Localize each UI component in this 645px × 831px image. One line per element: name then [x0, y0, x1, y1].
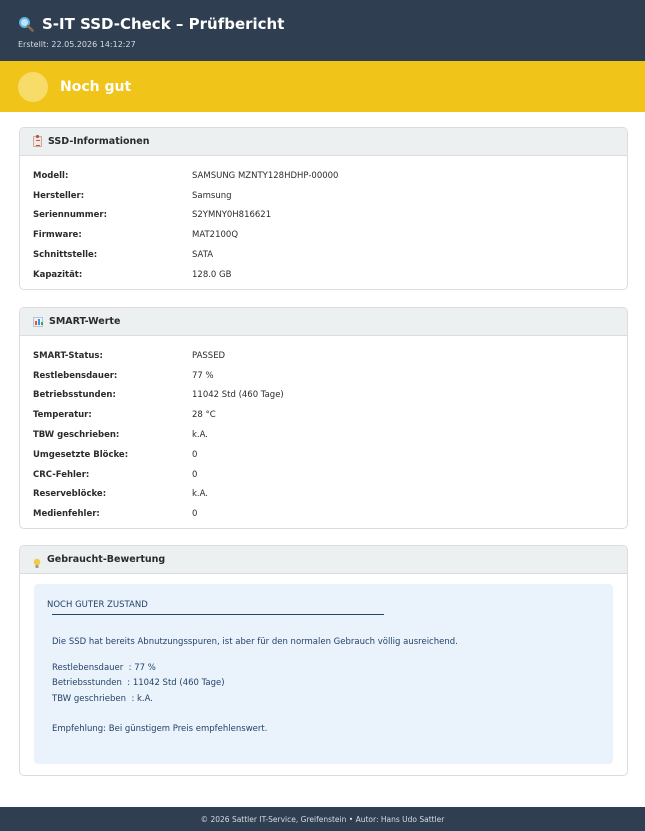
- row-label: Restlebensdauer:: [33, 370, 118, 381]
- ssd-info-card: [19, 127, 628, 290]
- row-value: PASSED: [192, 350, 226, 361]
- row-value: 0: [192, 449, 198, 460]
- row-value: 77 %: [192, 370, 214, 381]
- status-indicator-icon: [18, 72, 48, 102]
- verdict-heading: NOCH GUTER ZUSTAND: [47, 600, 148, 610]
- row-label: Temperatur:: [33, 410, 92, 421]
- smart-rows: [20, 336, 627, 524]
- footer-text: © 2026 Sattler IT-Service, Greifenstein • Autor: Hans Udo Sattler: [200, 814, 445, 824]
- info-row: [33, 366, 614, 386]
- row-label: Reserveblöcke:: [33, 489, 107, 500]
- row-label: Kapazität:: [33, 269, 83, 280]
- info-row: [33, 166, 614, 186]
- info-row: [33, 504, 614, 524]
- report-header: [0, 0, 645, 61]
- row-label: Betriebsstunden:: [33, 390, 116, 401]
- info-row: [33, 206, 614, 226]
- row-label: SMART-Status:: [33, 350, 103, 361]
- row-value: SATA: [192, 250, 214, 261]
- info-row: [33, 245, 614, 265]
- row-value: 28 °C: [192, 410, 216, 421]
- info-row: [33, 445, 614, 465]
- row-value: 11042 Std (460 Tage): [192, 390, 284, 401]
- verdict-recommendation: Empfehlung: Bei günstigem Preis empfehlenswert.: [52, 724, 268, 734]
- row-label: Medienfehler:: [33, 509, 100, 520]
- smart-card: [19, 307, 628, 529]
- info-row: [33, 186, 614, 206]
- verdict-title: Gebraucht-Bewertung: [47, 554, 166, 565]
- ssd-info-title: SSD-Informationen: [48, 136, 150, 147]
- verdict-line: TBW geschrieben : k.A.: [52, 693, 153, 704]
- verdict-card: [19, 545, 628, 776]
- info-row: [33, 425, 614, 445]
- row-label: Hersteller:: [33, 190, 85, 201]
- created-timestamp: Erstellt: 22.05.2026 14:12:27: [18, 40, 136, 49]
- clipboard-icon: [33, 136, 42, 147]
- row-value: k.A.: [192, 489, 208, 500]
- info-row: [33, 346, 614, 366]
- row-label: TBW geschrieben:: [33, 430, 120, 441]
- info-row: [33, 465, 614, 485]
- search-icon: [18, 16, 34, 32]
- footer: [0, 807, 645, 831]
- verdict-box: [34, 584, 613, 764]
- lightbulb-icon: [33, 554, 41, 565]
- ssd-info-rows: [20, 156, 627, 285]
- verdict-line: Restlebensdauer : 77 %: [52, 662, 156, 673]
- page-title: S-IT SSD-Check – Prüfbericht: [42, 15, 285, 33]
- smart-title: SMART-Werte: [49, 316, 121, 327]
- bar-chart-icon: [33, 317, 43, 327]
- status-banner: [0, 61, 645, 112]
- row-value: 0: [192, 469, 198, 480]
- row-label: CRC-Fehler:: [33, 469, 90, 480]
- verdict-line: Betriebsstunden : 11042 Std (460 Tage): [52, 678, 225, 688]
- row-value: S2YMNY0H816621: [192, 210, 272, 221]
- info-row: [33, 386, 614, 406]
- info-row: [33, 225, 614, 245]
- row-value: MAT2100Q: [192, 230, 239, 241]
- smart-header: [20, 308, 627, 336]
- row-value: Samsung: [192, 190, 232, 201]
- row-value: SAMSUNG MZNTY128HDHP-00000: [192, 170, 339, 181]
- info-row: [33, 405, 614, 425]
- row-label: Seriennummer:: [33, 210, 107, 221]
- info-row: [33, 265, 614, 285]
- row-label: Firmware:: [33, 230, 82, 241]
- row-label: Umgesetzte Blöcke:: [33, 449, 129, 460]
- verdict-header: [20, 546, 627, 574]
- ssd-info-header: [20, 128, 627, 156]
- verdict-description: Die SSD hat bereits Abnutzungsspuren, ist aber für den normalen Gebrauch völlig ausreichend.: [52, 637, 458, 647]
- row-value: 128.0 GB: [192, 269, 232, 280]
- row-value: k.A.: [192, 430, 208, 441]
- row-label: Schnittstelle:: [33, 250, 98, 261]
- row-value: 0: [192, 509, 198, 520]
- info-row: [33, 485, 614, 505]
- row-label: Modell:: [33, 170, 69, 181]
- status-label: Noch gut: [60, 78, 132, 95]
